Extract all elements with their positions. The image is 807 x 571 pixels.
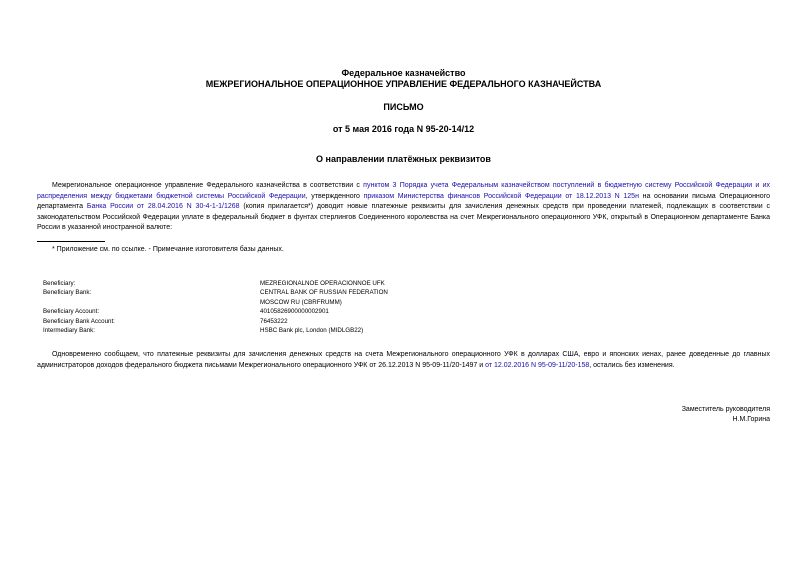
bank-value: HSBC Bank plc, London (MIDLGB22) — [260, 327, 364, 335]
p2-text-1: Одновременно сообщаем, что платежные реквизиты для зачисления денежных средств на счета Межрегионального операционного УФК в долларах США, евро и японских иенах, ранее доведенные до главных администраторов доходов федерального бюджета письмами Межрегионального операционного УФК от 26.12.2013 N 95-09-11/20-1497 и — [37, 351, 770, 369]
bank-label: Beneficiary Bank: — [43, 289, 92, 297]
bank-row — [43, 307, 763, 316]
agency-name: Федеральное казначейство — [341, 68, 466, 78]
paragraph-1 — [37, 181, 770, 234]
paragraph-2 — [37, 350, 770, 371]
signature-position: Заместитель руководителя — [681, 406, 770, 413]
bank-row — [43, 288, 763, 307]
bank-details-table — [43, 279, 763, 335]
bank-row — [43, 279, 763, 288]
bank-label: Beneficiary Bank Account: — [43, 317, 115, 325]
link-order-point-3[interactable]: пунктом 3 Порядка учета Федеральным казначейством поступлений в бюджетную систему Российской Федерации и их распределения между бюджетами бюджетной системы Российской Федерации — [37, 182, 770, 200]
bank-value: 76453222 — [260, 317, 288, 325]
document-date-number: от 5 мая 2016 года N 95-20-14/12 — [332, 124, 475, 134]
document-type: ПИСЬМО — [383, 102, 424, 112]
p1-text-1: Межрегиональное операционное управление Федерального казначейства в соответствии с — [52, 182, 364, 189]
bank-label: Beneficiary: — [43, 280, 76, 287]
bank-label: Beneficiary Account: — [43, 308, 100, 316]
bank-value: 40105826900000002901 — [260, 308, 329, 316]
bank-value-line-2: MOSCOW RU (CBRFRUMM) — [260, 298, 342, 306]
footnote-divider — [37, 241, 105, 242]
bank-value: MEZREGIONALNOE OPERACIONNOE UFK — [260, 280, 385, 287]
p1-text-2: , утвержденного — [305, 192, 364, 200]
department-name: МЕЖРЕГИОНАЛЬНОЕ ОПЕРАЦИОННОЕ УПРАВЛЕНИЕ ФЕДЕРАЛЬНОГО КАЗНАЧЕЙСТВА — [205, 79, 602, 89]
footnote: * Приложение см. по ссылке. - Примечание изготовителя базы данных. — [52, 246, 284, 253]
bank-label: Intermediary Bank: — [43, 327, 95, 335]
bank-row — [43, 326, 763, 335]
link-minfin-order[interactable]: приказом Министерства финансов Российской Федерации от 18.12.2013 N 125н — [363, 192, 639, 200]
document-subject: О направлении платёжных реквизитов — [316, 154, 491, 164]
bank-value — [260, 288, 763, 307]
bank-row — [43, 317, 763, 326]
p1-text-4: (копия прилагается*) доводит новые платежные реквизиты для зачисления денежных средств при проведении платежей, подлежащих в соответствии с законодательством Российской Федерации уплате в федеральный бюджет в фунтах стерлингов Соединенного королевства на счет Межрегионального операционного УФК, открытый в Операционном департаменте Банка России в указанной иностранной валюте: — [37, 203, 770, 232]
link-letter-12-02-2016[interactable]: от 12.02.2016 N 95-09-11/20-158 — [485, 361, 590, 369]
link-bank-of-russia-letter[interactable]: Банка России от 28.04.2016 N 30-4-1-1/1268 — [86, 203, 240, 211]
bank-value-line-1: CENTRAL BANK OF RUSSIAN FEDERATION — [260, 289, 388, 297]
signature-name: Н.М.Горина — [732, 416, 770, 423]
p1-text-3: на основании письма Операционного департамента — [37, 192, 770, 211]
p2-text-2: , остались без изменения. — [589, 361, 675, 369]
